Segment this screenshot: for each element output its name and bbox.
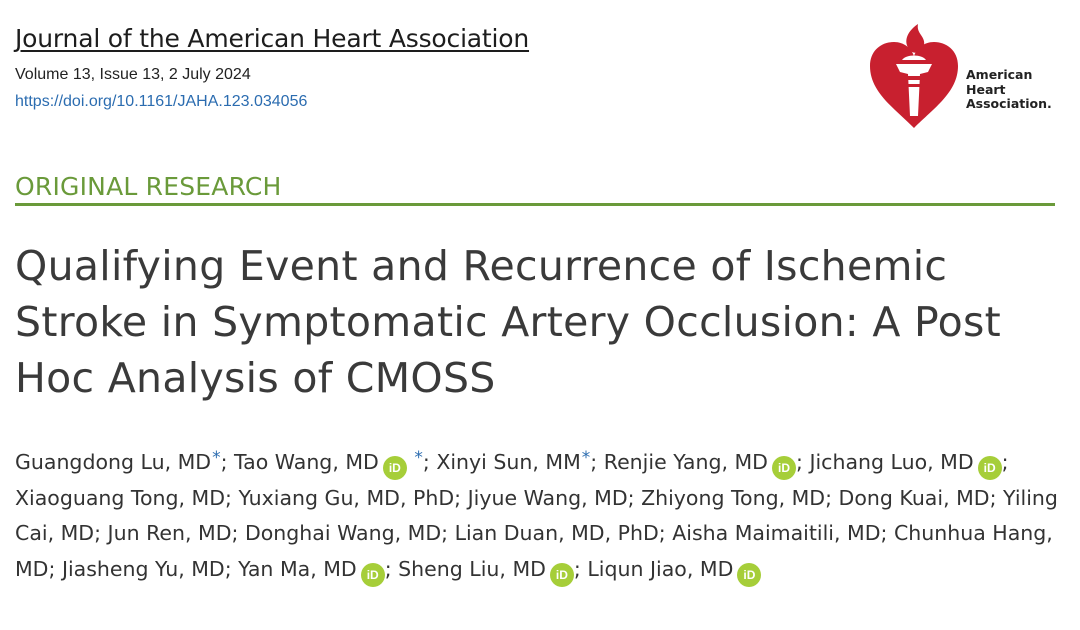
author-name[interactable]: Guangdong Lu, MD bbox=[15, 450, 212, 474]
author-separator: ; bbox=[231, 521, 239, 545]
heart-torch-icon bbox=[866, 16, 962, 134]
author-separator: ; bbox=[880, 521, 888, 545]
orcid-icon[interactable]: iD bbox=[978, 456, 1002, 480]
orcid-icon[interactable]: iD bbox=[550, 563, 574, 587]
article-title: Qualifying Event and Recurrence of Ischemic Stroke in Symptomatic Artery Occlusion: A Post Hoc Analysis of CMOSS bbox=[15, 242, 1002, 402]
author-name[interactable]: Jiyue Wang, MD bbox=[467, 485, 628, 510]
author-separator: ; bbox=[220, 450, 228, 474]
author-separator: ; bbox=[627, 485, 635, 510]
author-separator: ; bbox=[590, 450, 598, 474]
author-name[interactable]: Jiasheng Yu, MD bbox=[61, 556, 225, 581]
author-separator: ; bbox=[441, 521, 449, 545]
author-separator: ; bbox=[1001, 450, 1009, 474]
author-name[interactable]: Tao Wang, MD bbox=[234, 450, 379, 474]
equal-contribution-footnote-link[interactable]: * bbox=[581, 448, 591, 468]
author-separator: ; bbox=[224, 556, 232, 581]
author-name[interactable]: Liqun Jiao, MD bbox=[587, 556, 734, 581]
author-separator: ; bbox=[454, 485, 462, 510]
author-name[interactable]: Xiaoguang Tong, MD bbox=[15, 485, 226, 510]
author-separator: ; bbox=[422, 450, 430, 474]
author-separator: ; bbox=[989, 485, 997, 510]
orcid-icon[interactable]: iD bbox=[772, 456, 796, 480]
equal-contribution-footnote-link[interactable]: * bbox=[414, 448, 423, 468]
author-name[interactable]: Sheng Liu, MD bbox=[398, 556, 546, 581]
author-name[interactable]: Dong Kuai, MD bbox=[838, 485, 990, 510]
section-label: ORIGINAL RESEARCH bbox=[15, 172, 282, 201]
journal-title-link[interactable]: Journal of the American Heart Association bbox=[15, 24, 530, 53]
author-separator: ; bbox=[795, 450, 803, 474]
author-name[interactable]: Jun Ren, MD bbox=[107, 521, 232, 545]
author-name[interactable]: Chunhua Hang, MD bbox=[15, 521, 1053, 581]
author-name[interactable]: Aisha Maimaitili, MD bbox=[672, 521, 881, 545]
author-separator: ; bbox=[573, 556, 581, 581]
logo-line-heart: Heart bbox=[966, 81, 1006, 97]
author-separator: ; bbox=[94, 521, 101, 545]
author-name[interactable]: Renjie Yang, MD bbox=[603, 450, 768, 474]
author-name[interactable]: Donghai Wang, MD bbox=[244, 521, 442, 545]
doi-link[interactable]: https://doi.org/10.1161/JAHA.123.034056 bbox=[15, 93, 308, 110]
volume-issue-date: Volume 13, Issue 13, 2 July 2024 bbox=[15, 66, 251, 83]
author-name[interactable]: Zhiyong Tong, MD bbox=[641, 485, 826, 510]
author-separator: ; bbox=[825, 485, 833, 510]
logo-line-association: Association. bbox=[966, 96, 1052, 111]
author-list bbox=[15, 441, 1065, 587]
orcid-icon[interactable]: iD bbox=[737, 563, 761, 587]
author-separator: ; bbox=[225, 485, 232, 510]
aha-logo bbox=[866, 16, 1066, 134]
logo-line-american: American bbox=[966, 67, 1033, 82]
orcid-icon[interactable]: iD bbox=[361, 563, 385, 587]
orcid-icon[interactable]: iD bbox=[383, 456, 407, 480]
author-name[interactable]: Yiling Cai, MD bbox=[15, 485, 1058, 545]
aha-logo-wordmark bbox=[966, 68, 1052, 112]
section-divider bbox=[15, 203, 1055, 206]
author-name[interactable]: Lian Duan, MD, PhD bbox=[454, 521, 659, 545]
author-name[interactable]: Xinyi Sun, MM bbox=[436, 450, 581, 474]
author-name[interactable]: Yuxiang Gu, MD, PhD bbox=[238, 485, 455, 510]
author-separator: ; bbox=[48, 556, 56, 581]
author-name[interactable]: Yan Ma, MD bbox=[238, 556, 357, 581]
equal-contribution-footnote-link[interactable]: * bbox=[212, 448, 221, 468]
author-name[interactable]: Jichang Luo, MD bbox=[809, 450, 974, 474]
author-separator: ; bbox=[384, 556, 392, 581]
author-separator: ; bbox=[658, 521, 666, 545]
